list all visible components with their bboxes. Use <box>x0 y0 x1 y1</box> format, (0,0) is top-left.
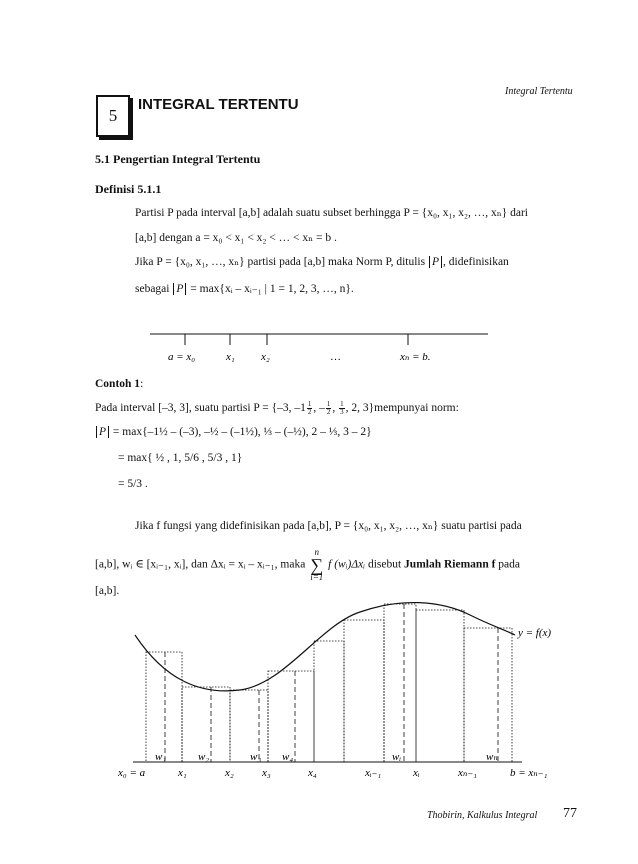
x-label-b: b = xₙ₋₁ <box>510 767 548 779</box>
example-heading-text: Contoh 1 <box>95 378 141 390</box>
page-number: 77 <box>563 806 577 821</box>
x-label-i-1: xᵢ₋₁ <box>365 767 382 779</box>
w-label-4: w₄ <box>282 751 294 763</box>
nl-label-b: xₙ = b. <box>400 351 431 363</box>
w-label-2: w₂ <box>198 751 210 763</box>
nl-label-a: a = x₀ <box>168 351 196 363</box>
norm-symbol: P <box>173 283 186 295</box>
riemann-line-1: Jika f fungsi yang didefinisikan pada [a,b], P = {x₀, x₁, x₂, …, xₙ} suatu partisi pada <box>135 520 522 532</box>
x-label-0: x₀ = a <box>118 767 146 779</box>
chapter-title: INTEGRAL TERTENTU <box>138 96 299 113</box>
example-line-1: Pada interval [–3, 3], suatu partisi P = {–3, –1 $\frac{1}{2}$ , – $\frac{1}{2}$ , $\frac{1}{3}$ , 2, 3}mempunyai norm: <box>95 400 459 416</box>
example-line-1-post: , 2, 3}mempunyai norm: <box>345 402 459 415</box>
w-label-3: w₃ <box>250 751 262 763</box>
nl-label-ellipsis: … <box>330 351 341 363</box>
riemann-rect-5 <box>314 641 344 762</box>
x-label-n-1: xₙ₋₁ <box>458 767 477 779</box>
chapter-number: 5 <box>108 106 118 125</box>
definition-line-1-text: Partisi P pada interval [a,b] adalah suatu subset berhingga P = {x₀, x₁, x₂, …, xₙ} dari <box>135 207 528 219</box>
running-header: Integral Tertentu <box>505 86 573 97</box>
example-line-4: = 5/3 . <box>118 478 148 490</box>
norm-symbol: P <box>429 256 442 268</box>
nl-label-x1: x₁ <box>226 351 235 363</box>
section-title: 5.1 Pengertian Integral Tertentu <box>95 152 261 166</box>
definition-line-2: [a,b] dengan a = x₀ < x₁ < x₂ < … < xₙ = b . <box>135 232 337 244</box>
footer-author: Thobirin, Kalkulus Integral <box>427 810 538 821</box>
example-line-1-pre: Pada interval [–3, 3], suatu partisi P = {–3, –1 <box>95 402 306 415</box>
norm-symbol: P <box>96 426 109 438</box>
curve-label: y = f(x) <box>518 627 552 639</box>
definition-heading: Definisi 5.1.1 <box>95 182 162 196</box>
riemann-rect-8 <box>416 610 464 762</box>
definition-line-4-pre: sebagai <box>135 283 170 295</box>
x-label-2: x₂ <box>225 767 234 779</box>
riemann-rect-7 <box>384 604 416 762</box>
riemann-line-2-pre: [a,b], wᵢ ∈ [xᵢ₋₁, xᵢ], dan Δxᵢ = xᵢ – xᵢ₋₁, maka <box>95 558 306 571</box>
example-heading-colon: : <box>140 378 144 390</box>
x-label-1: x₁ <box>178 767 187 779</box>
function-curve <box>135 603 515 691</box>
x-label-i: xᵢ <box>413 767 420 779</box>
nl-label-x2: x₂ <box>261 351 270 363</box>
riemann-line-3: [a,b]. <box>95 585 120 597</box>
sigma-icon: ∑ <box>310 555 324 575</box>
x-label-3: x₃ <box>262 767 271 779</box>
w-label-i: wᵢ <box>392 751 402 763</box>
fraction-half: $\frac{1}{2}$ <box>326 400 331 416</box>
w-label-1: w₁ <box>155 751 167 763</box>
definition-line-3-post: , didefinisikan <box>443 256 509 268</box>
example-line-2-text: = max{–1½ – (–3), –½ – (–1½), ⅓ – (–½), 2 – ⅓, 3 – 2} <box>112 426 372 438</box>
sum-lower: i=1 <box>310 572 324 582</box>
riemann-line-2-mid: disebut <box>367 558 402 571</box>
fraction-third: $\frac{1}{3}$ <box>340 400 344 416</box>
sum-body: f (wᵢ)Δxᵢ <box>328 558 366 571</box>
example-line-3: = max{ ½ , 1, 5/6 , 5/3 , 1} <box>118 452 243 464</box>
riemann-rect-4 <box>268 671 314 762</box>
riemann-rect-3 <box>230 690 268 762</box>
riemann-rect-9 <box>464 628 512 762</box>
riemann-rect-6 <box>344 620 384 762</box>
definition-line-4-post: = max{xᵢ – xᵢ₋₁ | 1 = 1, 2, 3, …, n}. <box>190 283 354 295</box>
w-label-n: wₙ <box>486 751 498 763</box>
riemann-term: Jumlah Riemann f <box>404 558 496 571</box>
definition-line-3-pre: Jika P = {x₀, x₁, …, xₙ} partisi pada [a,b] maka Norm P, ditulis <box>135 256 426 268</box>
x-label-4: x₄ <box>308 767 317 779</box>
sum-upper: n <box>314 547 319 557</box>
riemann-line-2-post: pada <box>498 558 521 571</box>
fraction-half: $\frac{1}{2}$ <box>307 400 312 416</box>
